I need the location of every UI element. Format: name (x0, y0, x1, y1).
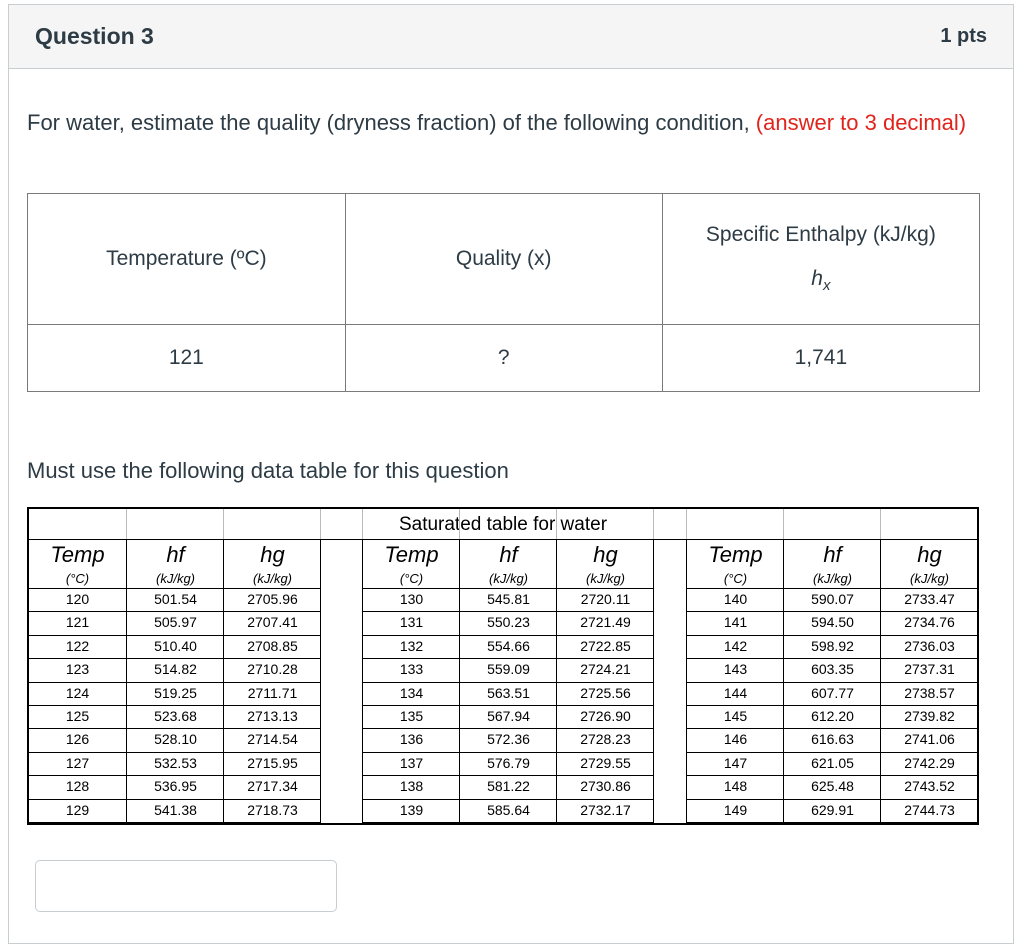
table-cell: 2705.96 (247, 591, 298, 607)
title-band-gridline (320, 509, 321, 539)
table-cell: 541.38 (154, 801, 197, 818)
row-divider (362, 822, 653, 823)
table-cell: 134 (399, 684, 424, 701)
table-cell: 532.53 (154, 754, 197, 771)
saturated-water-table (27, 507, 979, 825)
row-divider (686, 822, 977, 823)
table-cell: 135 (399, 708, 424, 724)
column-unit: (°C) (723, 571, 748, 586)
table-cell: 2730.86 (580, 778, 631, 795)
table-cell: 2743.52 (904, 778, 955, 795)
row-divider (29, 588, 320, 589)
row-divider (362, 728, 653, 729)
table-cell: 567.94 (487, 708, 530, 724)
table-cell: 144 (723, 684, 748, 701)
title-band-gridline (126, 509, 127, 539)
row-divider (362, 635, 653, 636)
table-cell: 2720.11 (580, 591, 631, 607)
table-cell: 598.92 (811, 637, 854, 654)
table-cell: 2742.29 (904, 754, 955, 771)
column-header: Temp (384, 542, 439, 567)
table-cell: 2738.57 (904, 684, 955, 701)
column-unit: (kJ/kg) (253, 571, 292, 586)
table-cell: 594.50 (811, 614, 854, 631)
quality-value: ? (345, 325, 662, 392)
row-divider (686, 775, 977, 776)
table-cell: 2729.55 (580, 754, 631, 771)
table-cell: 130 (399, 591, 424, 607)
table-cell: 2707.41 (247, 614, 298, 631)
row-divider (29, 635, 320, 636)
table-cell: 510.40 (154, 637, 197, 654)
table-cell: 2722.85 (580, 637, 631, 654)
table-cell: 554.66 (487, 637, 530, 654)
row-divider (29, 822, 320, 823)
row-divider (686, 682, 977, 683)
row-divider (686, 752, 977, 753)
table-cell: 545.81 (487, 591, 530, 607)
table-cell: 2736.03 (904, 637, 955, 654)
table-cell: 505.97 (154, 614, 197, 631)
table-cell: 536.95 (154, 778, 197, 795)
row-divider (29, 611, 320, 612)
table-cell: 550.23 (487, 614, 530, 631)
table-cell: 123 (65, 661, 90, 678)
row-divider (29, 705, 320, 706)
table-cell: 120 (65, 591, 90, 607)
enthalpy-value: 1,741 (662, 325, 979, 392)
table-cell: 2733.47 (904, 591, 955, 607)
table-cell: 625.48 (811, 778, 854, 795)
column-header: hg (593, 542, 618, 567)
table-cell: 590.07 (811, 591, 854, 607)
question-title: Question 3 (35, 23, 154, 49)
row-divider (362, 588, 653, 589)
table-cell: 132 (399, 637, 424, 654)
table-cell: 121 (65, 614, 90, 631)
table-cell: 563.51 (487, 684, 530, 701)
table-cell: 2724.21 (580, 661, 631, 678)
table-cell: 125 (65, 708, 90, 724)
saturated-group-1 (29, 540, 354, 823)
table-cell: 2737.31 (904, 661, 955, 678)
table-cell: 2734.76 (904, 614, 955, 631)
table-cell: 501.54 (154, 591, 197, 607)
column-header: hg (260, 542, 285, 567)
table-cell: 140 (723, 591, 748, 607)
table-cell: 147 (723, 754, 748, 771)
table-cell: 139 (399, 801, 424, 818)
question-header (9, 5, 1013, 69)
table-cell: 2728.23 (580, 731, 631, 748)
row-divider (29, 752, 320, 753)
table-cell: 141 (723, 614, 748, 631)
table-cell: 559.09 (487, 661, 530, 678)
table-cell: 528.10 (154, 731, 197, 748)
table-cell: 137 (399, 754, 424, 771)
table-cell: 129 (65, 801, 90, 818)
table-cell: 581.22 (487, 778, 530, 795)
table-cell: 138 (399, 778, 424, 795)
row-divider (686, 799, 977, 800)
title-band-gridline (556, 509, 557, 539)
table-cell: 148 (723, 778, 748, 795)
row-divider (686, 728, 977, 729)
title-band-gridline (362, 509, 363, 539)
title-band-gridline (653, 509, 654, 539)
temperature-header: Temperature (ºC) (28, 194, 346, 325)
row-divider (362, 611, 653, 612)
answer-input[interactable] (35, 860, 337, 912)
table-cell: 621.05 (811, 754, 854, 771)
table-cell: 131 (399, 614, 424, 631)
column-unit: (kJ/kg) (156, 571, 195, 586)
table-cell: 136 (399, 731, 424, 748)
row-divider (686, 635, 977, 636)
question-prompt-text: For water, estimate the quality (dryness fraction) of the following condition, (27, 110, 756, 135)
temperature-value: 121 (28, 325, 346, 392)
table-cell: 2732.17 (580, 801, 631, 818)
table-cell: 124 (65, 684, 90, 701)
saturated-group-3 (686, 540, 977, 823)
table-cell: 128 (65, 778, 90, 795)
saturated-group-2 (362, 540, 687, 823)
table-cell: 2711.71 (247, 684, 298, 701)
group-separator (653, 540, 654, 823)
table-cell: 145 (723, 708, 748, 724)
row-divider (362, 799, 653, 800)
column-unit: (kJ/kg) (813, 571, 852, 586)
table-cell: 146 (723, 731, 748, 748)
table-cell: 126 (65, 731, 90, 748)
table-cell: 2726.90 (580, 708, 631, 724)
question-points: 1 pts (940, 25, 987, 47)
condition-table (27, 193, 980, 392)
table-cell: 514.82 (154, 661, 197, 678)
table-cell: 2718.73 (247, 801, 298, 818)
row-divider (29, 658, 320, 659)
column-header: hg (917, 542, 942, 567)
group-separator (320, 540, 321, 823)
title-band-gridline (880, 509, 881, 539)
column-header: hf (499, 542, 518, 567)
title-band-gridline (686, 509, 687, 539)
table-cell: 143 (723, 661, 748, 678)
row-divider (686, 588, 977, 589)
table-cell: 2741.06 (904, 731, 955, 748)
table-cell: 127 (65, 754, 90, 771)
enthalpy-header (662, 194, 979, 325)
quality-header: Quality (x) (345, 194, 662, 325)
column-header: Temp (708, 542, 763, 567)
column-header: Temp (50, 542, 105, 567)
table-cell: 603.35 (811, 661, 854, 678)
row-divider (362, 775, 653, 776)
table-cell: 607.77 (811, 684, 854, 701)
table-cell: 576.79 (487, 754, 530, 771)
column-unit: (kJ/kg) (910, 571, 949, 586)
row-divider (362, 705, 653, 706)
row-divider (686, 611, 977, 612)
title-band-gridline (459, 509, 460, 539)
table-cell: 2725.56 (580, 684, 631, 701)
row-divider (29, 682, 320, 683)
row-divider (29, 799, 320, 800)
table-cell: 2713.13 (247, 708, 298, 724)
table-cell: 616.63 (811, 731, 854, 748)
table-cell: 629.91 (811, 801, 854, 818)
row-divider (362, 752, 653, 753)
table-cell: 2717.34 (247, 778, 298, 795)
data-table-instruction: Must use the following data table for this question (27, 458, 509, 483)
table-cell: 2744.73 (904, 801, 955, 818)
table-cell: 519.25 (154, 684, 197, 701)
row-divider (686, 705, 977, 706)
table-cell: 572.36 (487, 731, 530, 748)
table-cell: 2708.85 (247, 637, 298, 654)
table-cell: 585.64 (487, 801, 530, 818)
column-header: hf (823, 542, 842, 567)
row-divider (362, 658, 653, 659)
row-divider (29, 728, 320, 729)
row-divider (29, 775, 320, 776)
table-cell: 2739.82 (904, 708, 955, 724)
row-divider (362, 682, 653, 683)
saturated-table-title: Saturated table for water (398, 514, 608, 535)
table-cell: 2714.54 (247, 731, 298, 748)
column-unit: (kJ/kg) (586, 571, 625, 586)
column-unit: (kJ/kg) (489, 571, 528, 586)
enthalpy-symbol: $h_x$ (811, 267, 831, 295)
table-cell: 122 (65, 637, 90, 654)
column-header: hf (166, 542, 185, 567)
table-cell: 142 (723, 637, 748, 654)
table-cell: 2721.49 (580, 614, 631, 631)
title-band-gridline (783, 509, 784, 539)
column-unit: (°C) (399, 571, 424, 586)
column-unit: (°C) (65, 571, 90, 586)
row-divider (686, 658, 977, 659)
question-prompt (27, 104, 987, 141)
table-cell: 523.68 (154, 708, 197, 724)
table-cell: 149 (723, 801, 748, 818)
table-cell: 612.20 (811, 708, 854, 724)
table-cell: 2715.95 (247, 754, 298, 771)
table-cell: 2710.28 (247, 661, 298, 678)
table-cell: 133 (399, 661, 424, 678)
title-band-gridline (223, 509, 224, 539)
question-prompt-highlight: (answer to 3 decimal) (755, 110, 967, 135)
enthalpy-header-label: Specific Enthalpy (kJ/kg) (705, 223, 936, 247)
